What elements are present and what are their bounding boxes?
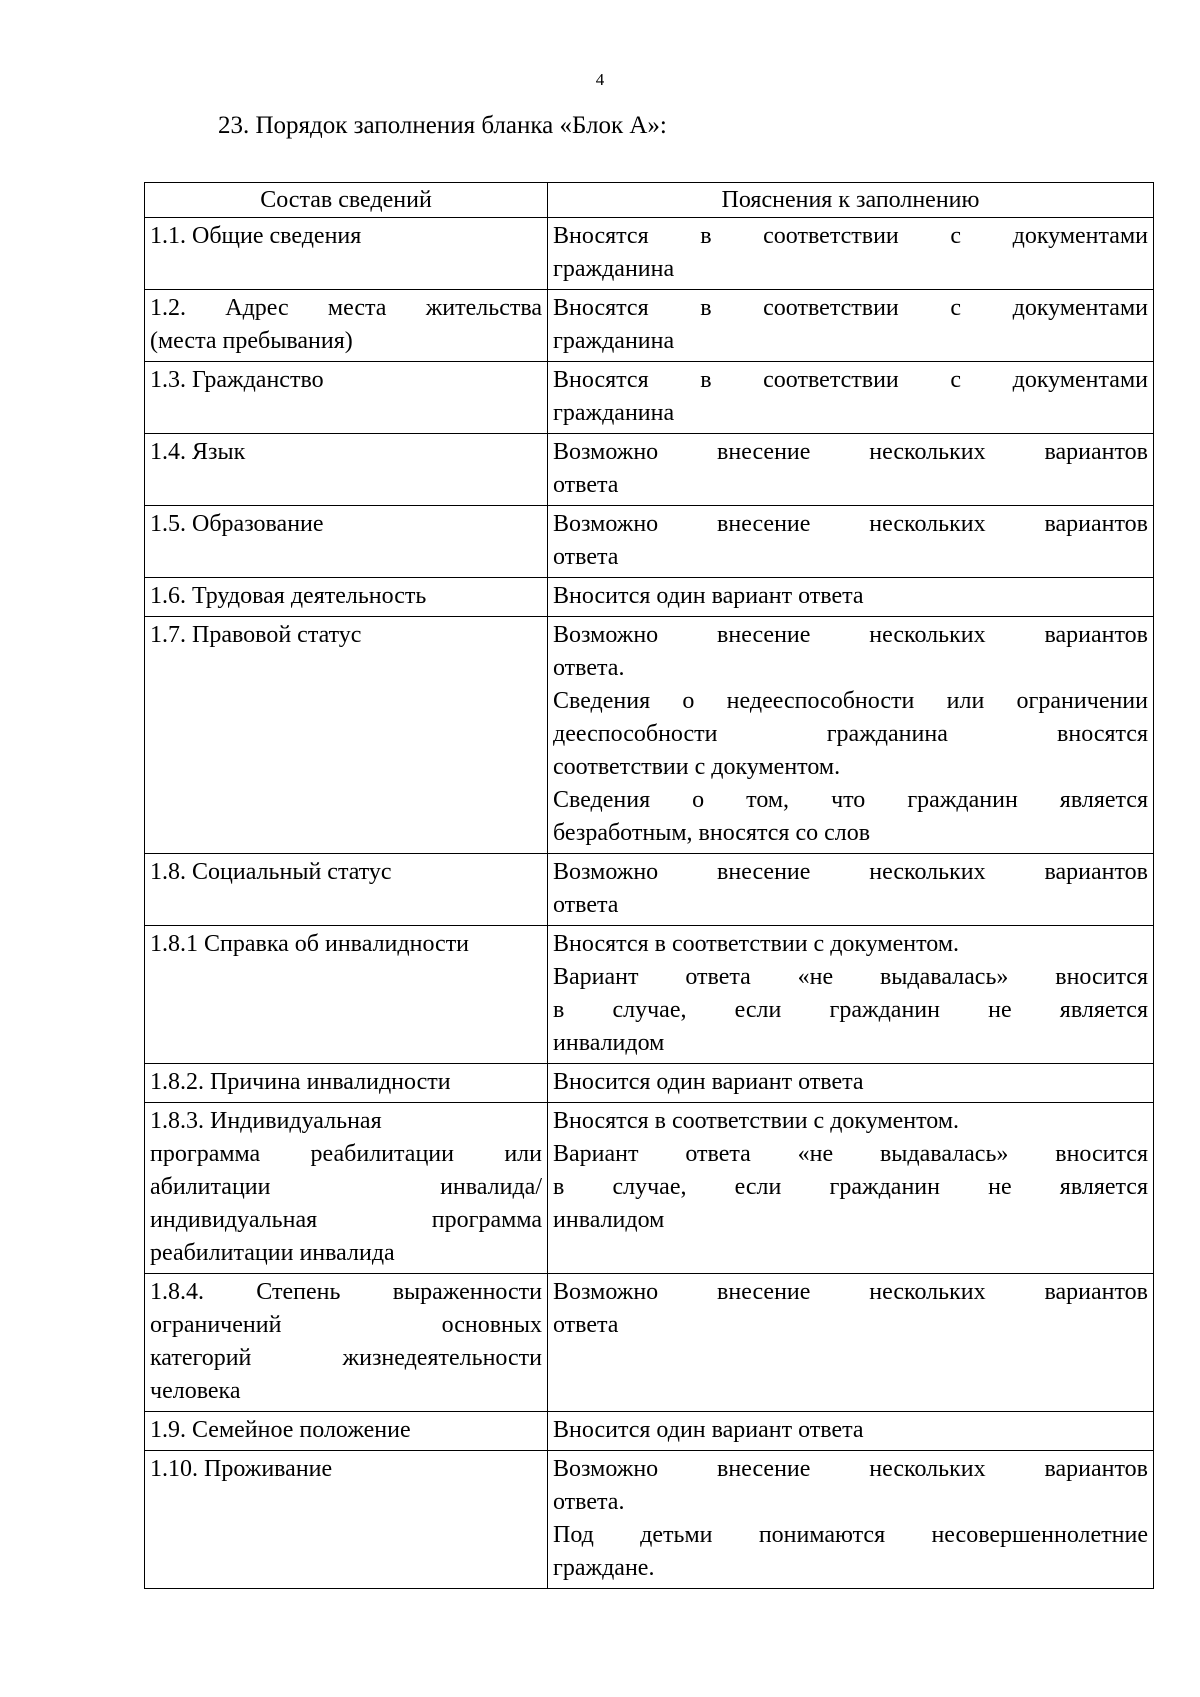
explanation-cell (548, 578, 1154, 617)
table-row (145, 854, 1154, 926)
explanation-cell-line: ответа (553, 472, 619, 498)
table-row (145, 1103, 1154, 1274)
explanation-cell-line: в случае, если гражданин не является (553, 1174, 1148, 1200)
table-row (145, 362, 1154, 434)
explanation-cell-line: Вносится один вариант ответа (553, 583, 864, 609)
filling-instructions-table (144, 182, 1154, 1589)
composition-cell-line: 1.8. Социальный статус (150, 859, 392, 885)
table-row (145, 434, 1154, 506)
table-row (145, 1274, 1154, 1412)
explanation-cell-line: гражданина (553, 328, 675, 354)
composition-cell-line: 1.8.4. Степень выраженности (150, 1279, 542, 1305)
composition-cell-line: 1.9. Семейное положение (150, 1417, 411, 1443)
composition-cell (145, 1274, 548, 1412)
composition-cell (145, 1412, 548, 1451)
explanation-cell-line: инвалидом (553, 1207, 665, 1233)
composition-cell (145, 362, 548, 434)
composition-cell-line: категорий жизнедеятельности (150, 1345, 542, 1371)
composition-cell (145, 926, 548, 1064)
composition-cell-line: 1.1. Общие сведения (150, 223, 362, 249)
composition-cell-line: реабилитации инвалида (150, 1240, 395, 1266)
explanation-cell-line: в случае, если гражданин не является (553, 997, 1148, 1023)
explanation-cell (548, 617, 1154, 854)
explanation-cell-line: Под детьми понимаются несовершеннолетние (553, 1522, 1148, 1548)
composition-cell-line: индивидуальная программа (150, 1207, 542, 1233)
section-heading: 23. Порядок заполнения бланка «Блок А»: (218, 112, 667, 139)
explanation-cell (548, 1412, 1154, 1451)
explanation-cell (548, 362, 1154, 434)
explanation-cell (548, 1274, 1154, 1412)
composition-cell-line: человека (150, 1378, 241, 1404)
explanation-cell-line: гражданина (553, 256, 675, 282)
table-row (145, 1451, 1154, 1589)
table-row (145, 617, 1154, 854)
explanation-cell (548, 290, 1154, 362)
explanation-cell-line: ответа. (553, 655, 625, 681)
explanation-cell-line: Вариант ответа «не выдавалась» вносится (553, 1141, 1148, 1167)
explanation-cell-line: Вносятся в соответствии с документами (553, 367, 1148, 393)
explanation-cell-line: Вносятся в соответствии с документом. (553, 1108, 960, 1134)
explanation-cell-line: Сведения о том, что гражданин является (553, 787, 1148, 813)
table-row (145, 290, 1154, 362)
explanation-cell-line: ответа (553, 892, 619, 918)
explanation-cell (548, 854, 1154, 926)
composition-cell-line: абилитации инвалида/ (150, 1174, 542, 1200)
explanation-cell-line: Вносятся в соответствии с документами (553, 223, 1148, 249)
composition-cell-line: 1.6. Трудовая деятельность (150, 583, 427, 609)
table-row (145, 1064, 1154, 1103)
explanation-cell (548, 1064, 1154, 1103)
explanation-cell-line: граждане. (553, 1555, 655, 1581)
composition-cell-line: 1.2. Адрес места жительства (150, 295, 542, 321)
explanation-cell-line: Сведения о недееспособности или ограничении (553, 688, 1148, 714)
explanation-cell-line: дееспособности гражданина вносятся (553, 721, 1148, 747)
explanation-cell-line: Вносятся в соответствии с документами (553, 295, 1148, 321)
table-row (145, 218, 1154, 290)
composition-cell-line: 1.5. Образование (150, 511, 324, 537)
composition-cell (145, 1451, 548, 1589)
composition-cell-line: 1.10. Проживание (150, 1456, 333, 1482)
composition-cell-line: 1.8.2. Причина инвалидности (150, 1069, 451, 1095)
explanation-cell (548, 1451, 1154, 1589)
composition-cell (145, 290, 548, 362)
table-row (145, 578, 1154, 617)
explanation-cell-line: Вариант ответа «не выдавалась» вносится (553, 964, 1148, 990)
explanation-cell-line: Вносится один вариант ответа (553, 1417, 864, 1443)
explanation-cell-line: инвалидом (553, 1030, 665, 1056)
composition-cell (145, 854, 548, 926)
explanation-cell-line: Вносится один вариант ответа (553, 1069, 864, 1095)
composition-cell (145, 1064, 548, 1103)
explanation-cell-line: ответа (553, 544, 619, 570)
table-row (145, 506, 1154, 578)
explanation-cell-line: Возможно внесение нескольких вариантов (553, 1456, 1148, 1482)
explanation-cell (548, 434, 1154, 506)
explanation-cell-line: Возможно внесение нескольких вариантов (553, 1279, 1148, 1305)
explanation-cell-line: ответа (553, 1312, 619, 1338)
composition-cell-line: 1.4. Язык (150, 439, 246, 465)
explanation-cell-line: гражданина (553, 400, 675, 426)
composition-cell-line: 1.8.3. Индивидуальная (150, 1108, 382, 1134)
composition-cell (145, 578, 548, 617)
explanation-cell (548, 506, 1154, 578)
explanation-cell (548, 1103, 1154, 1274)
table-row (145, 1412, 1154, 1451)
composition-cell-line: (места пребывания) (150, 328, 353, 354)
composition-cell-line: 1.3. Гражданство (150, 367, 324, 393)
composition-cell (145, 218, 548, 290)
composition-cell (145, 434, 548, 506)
explanation-cell (548, 926, 1154, 1064)
explanation-cell-line: Вносятся в соответствии с документом. (553, 931, 960, 957)
column-header-composition: Состав сведений (145, 183, 548, 218)
explanation-cell-line: Возможно внесение нескольких вариантов (553, 622, 1148, 648)
table-header-row (145, 183, 1154, 218)
composition-cell-line: программа реабилитации или (150, 1141, 542, 1167)
column-header-explanations: Пояснения к заполнению (548, 183, 1154, 218)
composition-cell (145, 506, 548, 578)
page-number: 4 (595, 70, 605, 89)
explanation-cell-line: ответа. (553, 1489, 625, 1515)
composition-cell-line: ограничений основных (150, 1312, 542, 1338)
composition-cell-line: 1.8.1 Справка об инвалидности (150, 931, 470, 957)
composition-cell (145, 1103, 548, 1274)
explanation-cell (548, 218, 1154, 290)
composition-cell (145, 617, 548, 854)
explanation-cell-line: Возможно внесение нескольких вариантов (553, 439, 1148, 465)
table-row (145, 926, 1154, 1064)
explanation-cell-line: Возможно внесение нескольких вариантов (553, 859, 1148, 885)
composition-cell-line: 1.7. Правовой статус (150, 622, 362, 648)
explanation-cell-line: Возможно внесение нескольких вариантов (553, 511, 1148, 537)
table-body (145, 218, 1154, 1589)
explanation-cell-line: соответствии с документом. (553, 754, 841, 780)
explanation-cell-line: безработным, вносятся со слов (553, 820, 871, 846)
